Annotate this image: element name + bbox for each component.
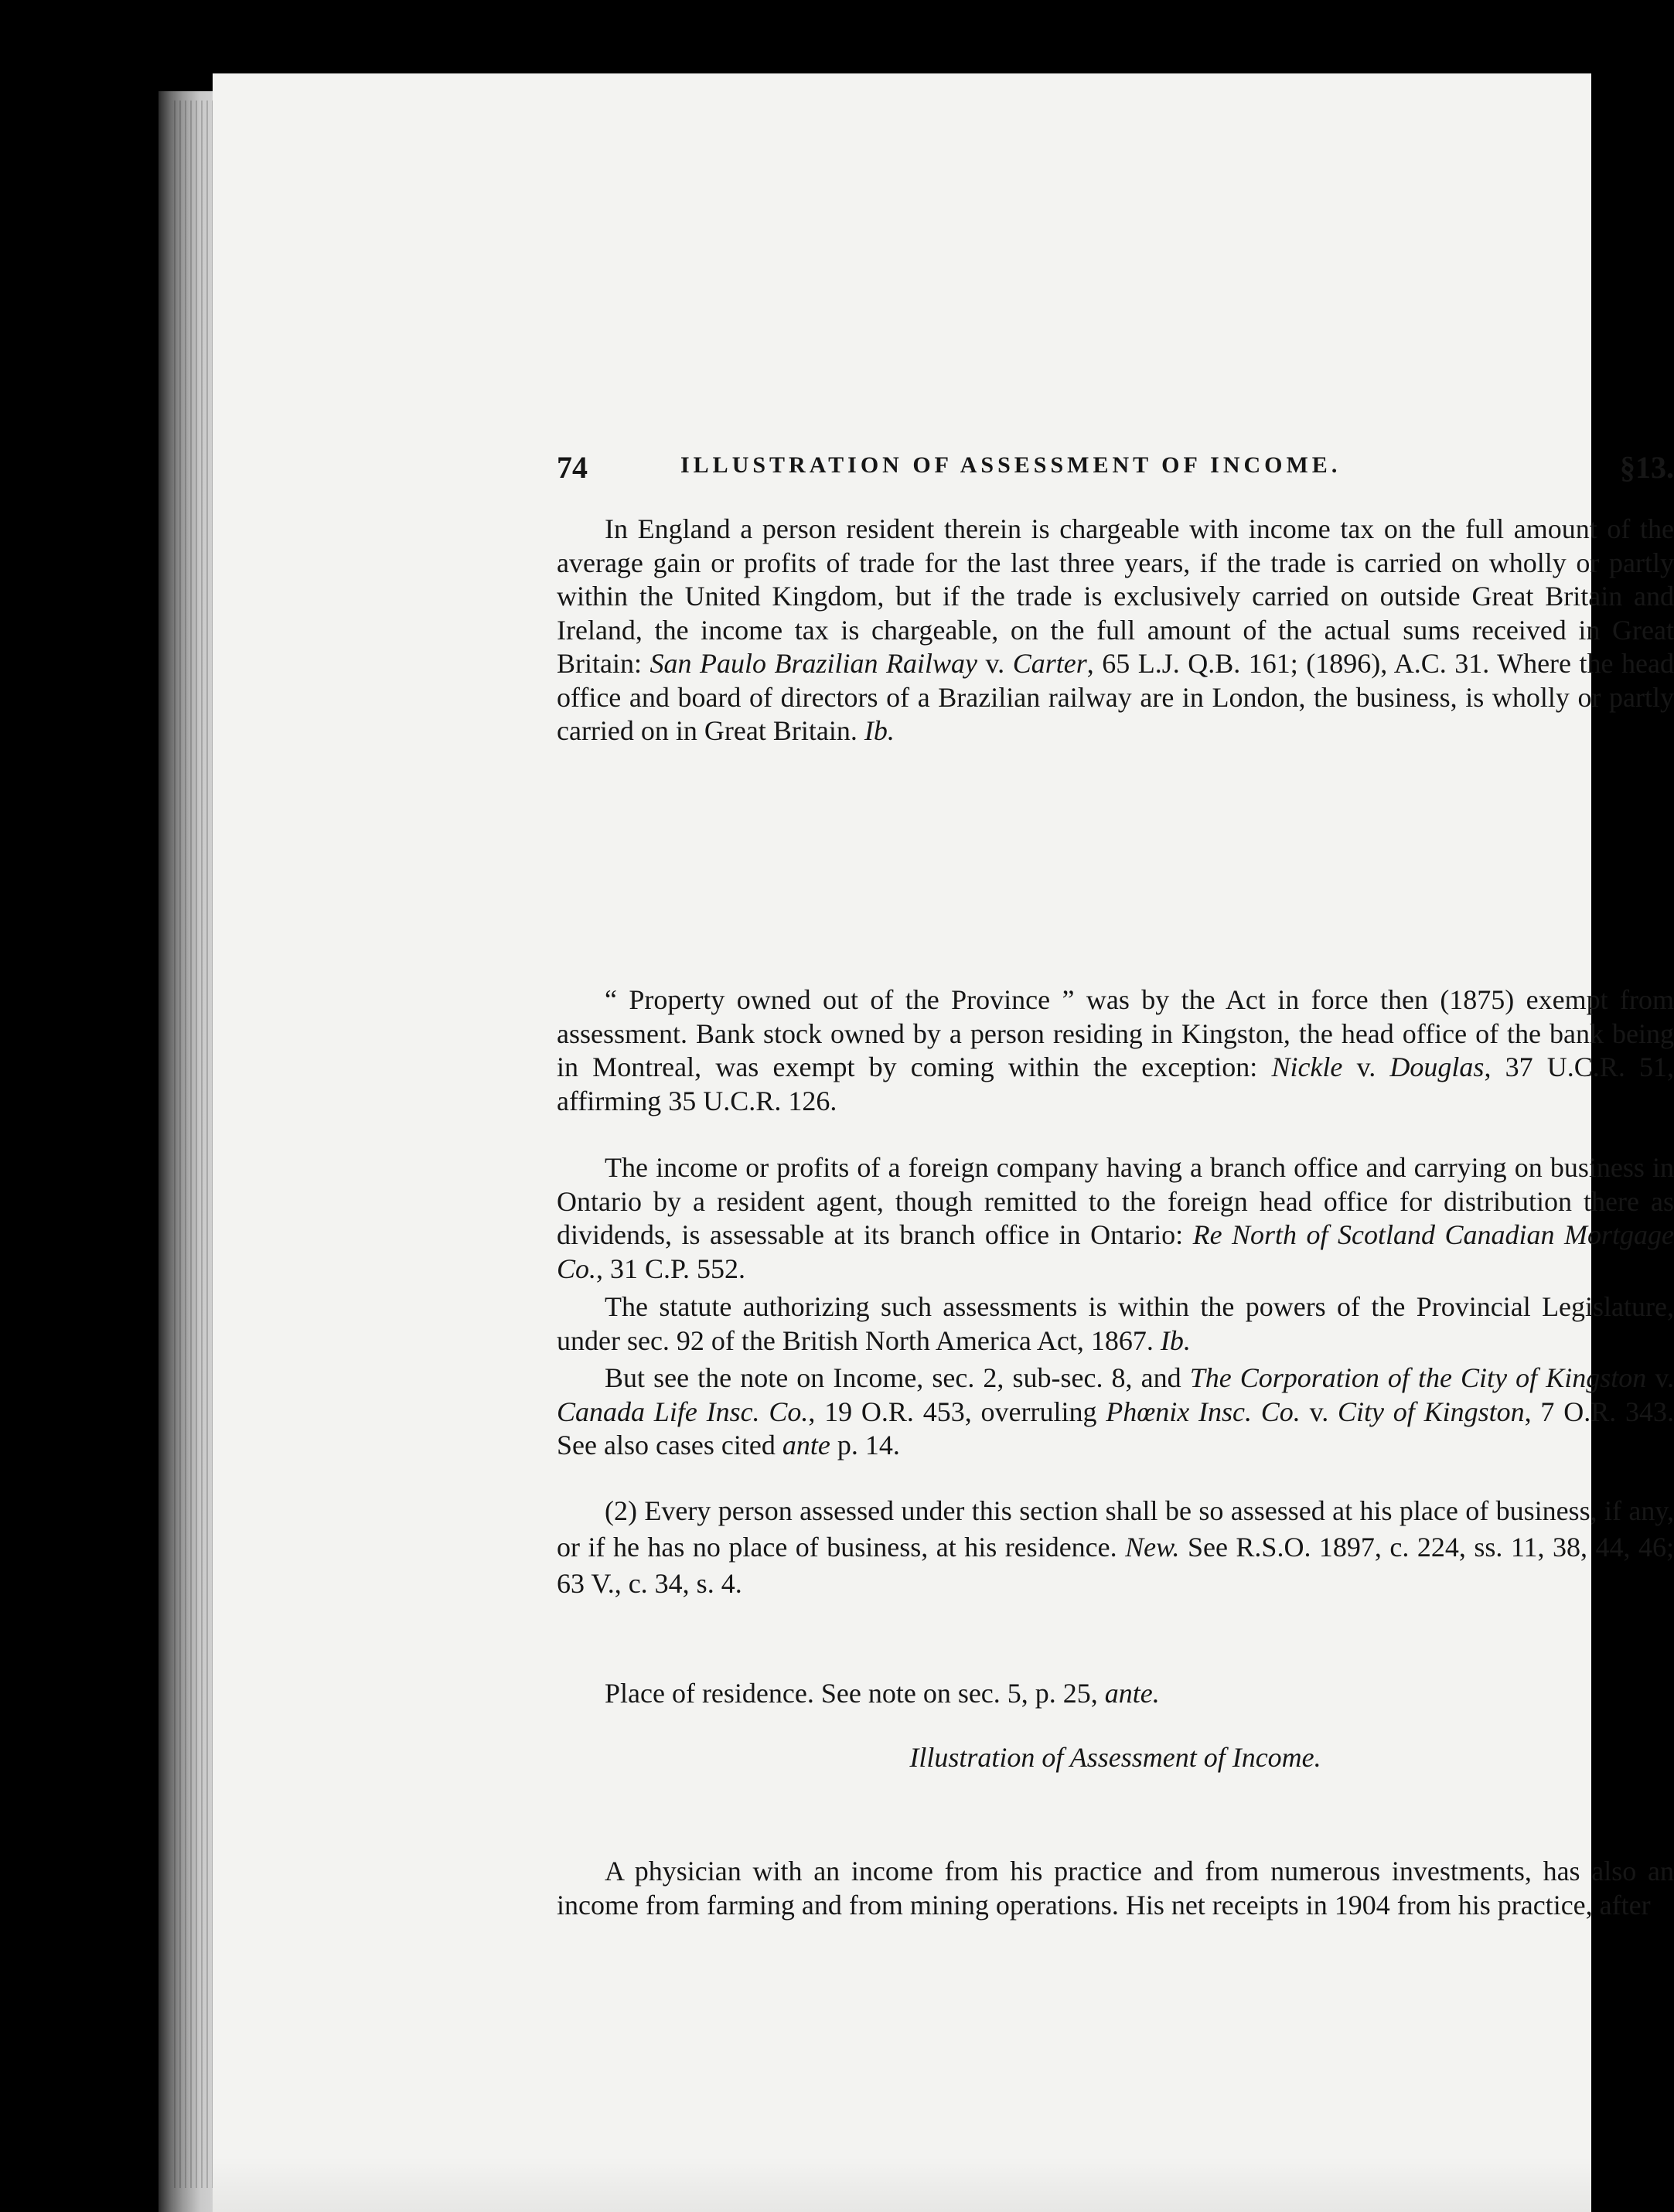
paragraph-statute-powers [557,1290,1674,1358]
section-number: §13. [1620,450,1674,485]
text-span: In England a person resident therein is chargeable with income tax on the full amount of the average gain or profits of trade for the last three years, if the trade is carried on wholly or partly within the United Kingdom, but if the trade is exclusively carried on outside Great Britain and Ireland, the income tax is chargeable, on the full amount of the actual sums received in Great Britain: [557,513,1674,679]
ibid-reference: Ib. [1160,1324,1191,1356]
running-title: ILLUSTRATION OF ASSESSMENT OF INCOME. [680,452,1342,478]
ibid-reference: Ib. [864,715,895,746]
text-span: Place of residence. See note on sec. 5, p. 25, [605,1678,1105,1709]
text-span: p. 14. [830,1430,900,1460]
page-number: 74 [557,450,588,485]
paragraph-see-note-income [557,1362,1674,1463]
text-span: , 65 L.J. Q.B. 161; (1896), A.C. 31. Where the head office and board of directors of a Brazilian railway are in London, the business, is wholly or partly carried on in Great Britain. [557,648,1674,746]
ante-reference: ante [782,1430,830,1460]
paragraph-place-of-residence [557,1677,1674,1711]
page-bottom-shadow [213,2157,1591,2212]
case-name: Douglas [1389,1051,1485,1082]
text-span: But see the note on Income, sec. 2, sub-sec. 8, and [605,1362,1190,1393]
text-span: A physician with an income from his practice and from numerous investments, has also an income from farming and from mining operations. His net receipts in 1904 from his practice, after [557,1856,1674,1921]
case-name: City of Kingston [1338,1396,1525,1427]
running-head [557,449,1674,488]
statute-subsection-2 [557,1493,1674,1602]
text-span: See R.S.O. 1897, c. 224, ss. 11, 38, 44, 46; 63 V., c. 34, s. 4. [557,1532,1674,1599]
paragraph-england-income-tax [557,513,1674,748]
case-name: Phœnix Insc. Co. [1106,1396,1301,1427]
case-name: Nickle [1271,1051,1343,1082]
case-name: Re North of Scotland Canadian Mortgage Co. [557,1219,1674,1284]
text-span: v. [1646,1362,1674,1393]
text-span: , 7 O.R. 343. See also cases cited [557,1396,1674,1460]
text-span: , 31 C.P. 552. [596,1253,746,1284]
case-name: The Corporation of the City of Kingston [1189,1362,1647,1393]
section-subheading: Illustration of Assessment of Income. [909,1742,1321,1773]
text-span: , 37 U.C.R. 51, affirming 35 U.C.R. 126. [557,1051,1674,1116]
text-span: (2) Every person assessed under this section shall be so assessed at his place of business, if any, or if he has no place of business, at his residence. [557,1495,1674,1563]
ante-reference: ante. [1104,1678,1160,1709]
case-name: Canada Life Insc. Co. [557,1396,809,1427]
text-span: , 19 O.R. 453, overruling [808,1396,1106,1427]
case-name: Carter [1012,648,1087,679]
text-span: “ Property owned out of the Province ” was by the Act in force then (1875) exempt from assessment. Bank stock owned by a person residing in Kingston, the head office of the bank being in Montreal, was exempt by coming within the exception: [557,984,1674,1082]
text-span: The statute authorizing such assessments is within the powers of the Provincial Legislature, under sec. 92 of the British North America Act, 1867. [557,1291,1674,1356]
text-span: v. [1300,1396,1338,1427]
text-span: v. [977,648,1013,679]
paragraph-foreign-company [557,1151,1674,1286]
text-span: v. [1342,1051,1390,1082]
paragraph-property-province [557,983,1674,1118]
text-span: The income or profits of a foreign company having a branch office and carrying on business in Ontario by a resident agent, though remitted to the foreign head office for distribution there as dividends, is assessable at its branch office in Ontario: [557,1152,1674,1250]
book-page [213,73,1674,2212]
new-marker: New. [1125,1532,1180,1563]
paragraph-physician-illustration [557,1855,1674,1922]
case-name: San Paulo Brazilian Railway [649,648,978,679]
